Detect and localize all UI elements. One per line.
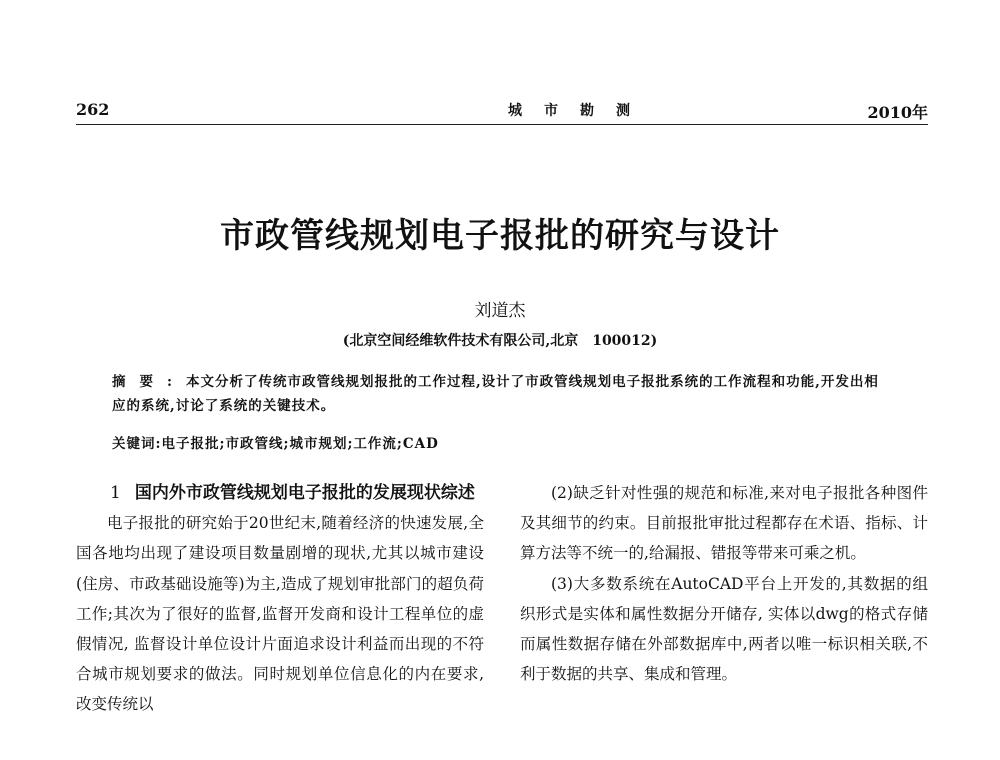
page-number: 262 [76, 100, 110, 119]
publication-year: 2010年 [867, 103, 928, 122]
abstract-label: 摘要: [112, 374, 186, 390]
section-heading-text: 国内外市政管线规划电子报批的发展现状综述 [134, 483, 475, 503]
paper-title: 市政管线规划电子报批的研究与设计 [220, 216, 780, 256]
author-name: 刘道杰 [474, 301, 526, 321]
abstract-text: 本文分析了传统市政管线规划报批的工作过程,设计了市政管线规划电子报批系统的工作流程和功能,开发出相应的系统,讨论了系统的关键技术。 [112, 374, 879, 414]
section-number: 1 [110, 483, 121, 503]
keywords-text: 电子报批;市政管线;城市规划;工作流;CAD [161, 436, 439, 452]
left-column [76, 478, 484, 720]
body-paragraph: 电子报批的研究始于20世纪末,随着经济的快速发展,全国各地均出现了建设项目数量剧增的现状,尤其以城市建设(住房、市政基础设施等)为主,造成了规划审批部门的超负荷工作;其次为了很好的监督,监督开发商和设计工程单位的虚假情况, 监督设计单位设计片面追求设计利益而出现的不符合城市规划要求的做法。同时规划单位信息化的内在要求, 改变传统以 [76, 514, 484, 714]
running-header [76, 100, 928, 125]
abstract [112, 370, 892, 418]
journal-name: 城市勘测 [508, 103, 652, 119]
keywords [112, 432, 892, 452]
list-item-3: (3)大多数系统在AutoCAD平台上开发的,其数据的组织形式是实体和属性数据分开储存, 实体以dwg的格式存储而属性数据存储在外部数据库中,两者以唯一标识相关联,不利于数据的共享、集成和管理。 [520, 574, 928, 684]
author-affiliation: (北京空间经维软件技术有限公司,北京 100012) [342, 333, 658, 349]
section-heading [76, 478, 484, 508]
keywords-label: 关键词: [112, 436, 162, 452]
list-item-2: (2)缺乏针对性强的规范和标准,来对电子报批各种图件及其细节的约束。目前报批审批过程都存在术语、指标、计算方法等不统一的,给漏报、错报等带来可乘之机。 [520, 484, 928, 563]
right-column [520, 478, 928, 689]
